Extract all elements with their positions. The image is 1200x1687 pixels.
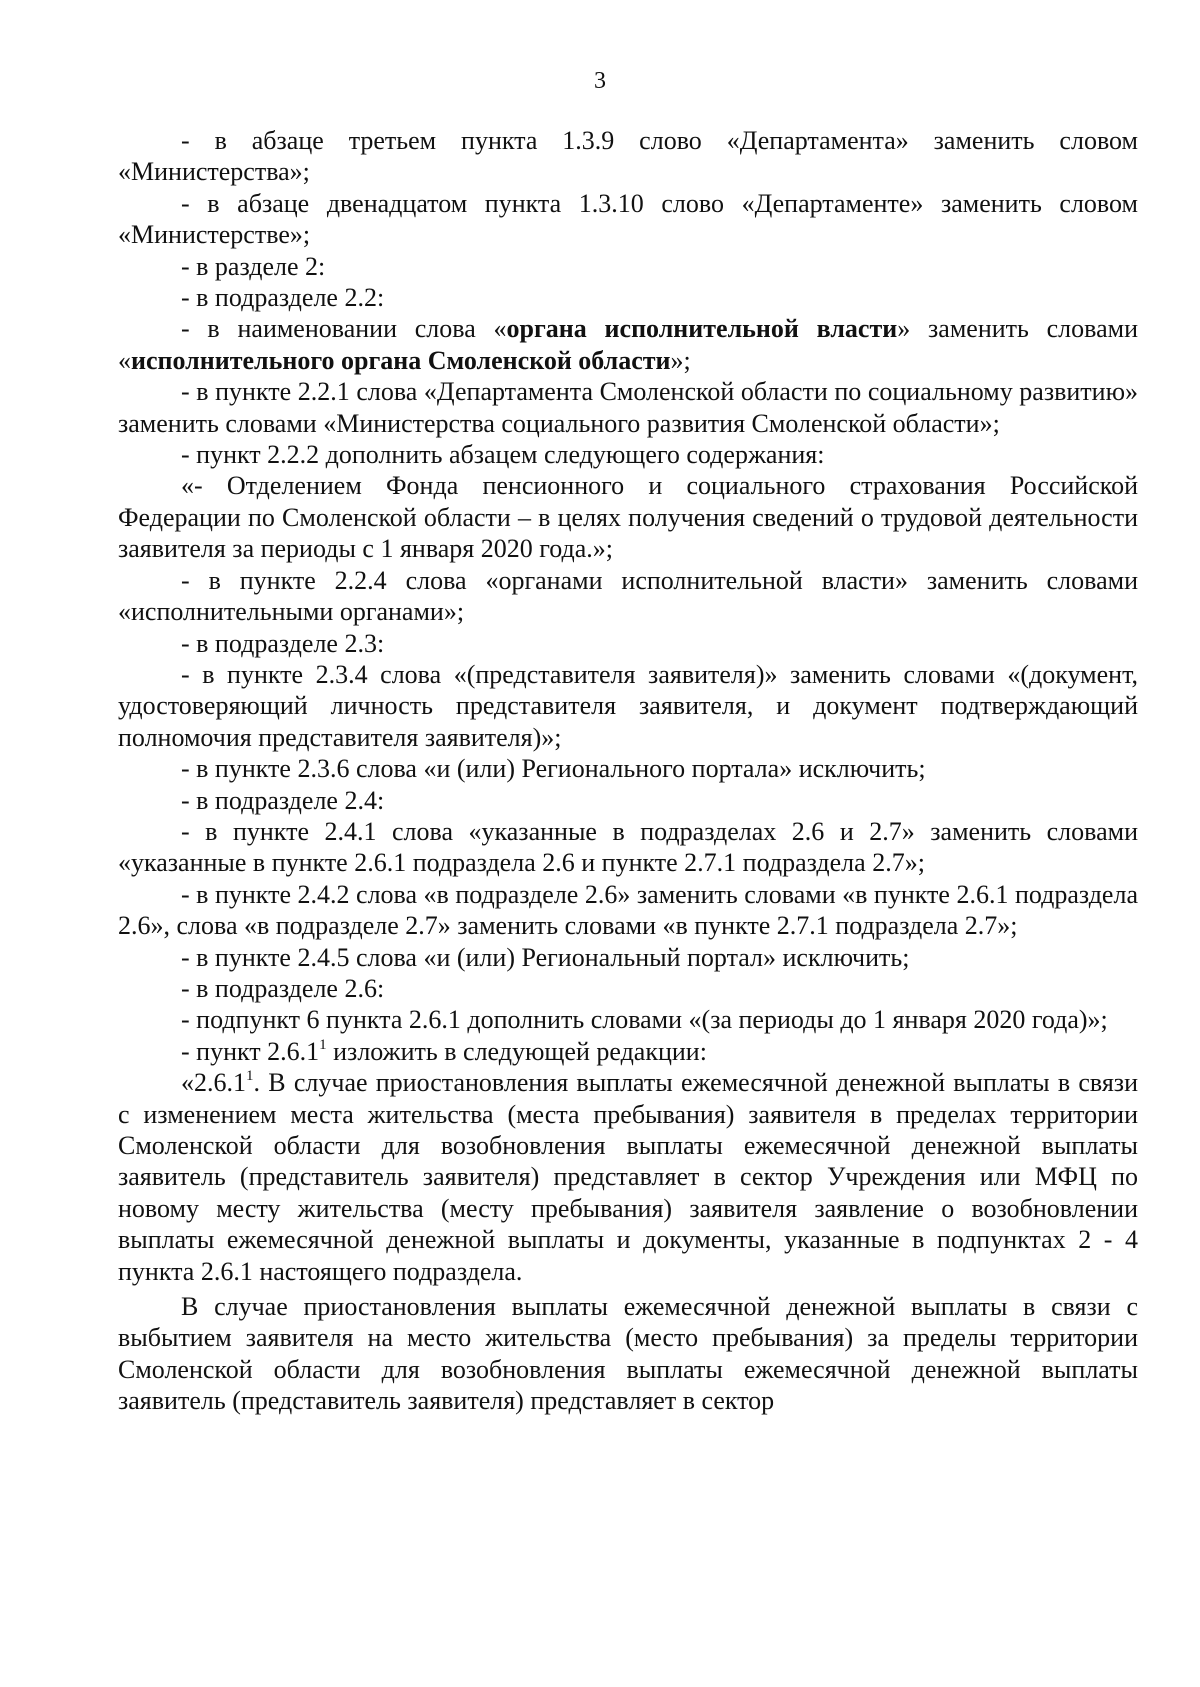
superscript: 1 (246, 1068, 254, 1085)
amendment-paragraph: - подпункт 6 пункта 2.6.1 дополнить словами «(за периоды до 1 января 2020 года)»; (181, 1005, 1108, 1035)
amendment-paragraph: «- Отделением Фонда пенсионного и социального страхования Российской Федерации по Смоленской области – в целях получения сведений о трудовой деятельности заявителя за периоды с 1 января 2020 года.»; (118, 471, 1138, 564)
amendment-paragraph: - в подразделе 2.6: (181, 973, 385, 1003)
amendment-paragraph (118, 1036, 1138, 1067)
bold-text: органа исполнительной власти (506, 314, 898, 344)
text-run: - в наименовании слова « (181, 314, 507, 344)
superscript: 1 (319, 1036, 327, 1053)
bold-text: исполнительного органа Смоленской области (131, 345, 671, 375)
amendment-paragraph: - в подразделе 2.2: (181, 283, 385, 313)
new-clause-paragraph (118, 1067, 1138, 1287)
amendment-paragraph (118, 313, 1138, 376)
amendment-paragraph: - в подразделе 2.4: (181, 785, 385, 815)
amendment-paragraph: - в пункте 2.2.4 слова «органами исполнительной власти» заменить словами «исполнительными органами»; (118, 565, 1138, 627)
amendment-paragraph: - в подразделе 2.3: (181, 628, 385, 658)
text-run: изложить в следующей редакции: (326, 1036, 707, 1066)
amendment-paragraph: - в пункте 2.2.1 слова «Департамента Смоленской области по социальному развитию» заменить словами «Министерства социального развития Смоленской области»; (118, 377, 1138, 438)
new-clause-paragraph: В случае приостановления выплаты ежемесячной денежной выплаты в связи с выбытием заявителя на место жительства (место пребывания) за пределы территории Смоленской области для возобновления выплаты ежемесячной денежной выплаты заявитель (представитель заявителя) представляет в сектор (118, 1292, 1138, 1416)
amendment-paragraph: - пункт 2.2.2 дополнить абзацем следующего содержания: (181, 440, 825, 470)
amendment-paragraph: - в пункте 2.3.4 слова «(представителя заявителя)» заменить словами «(документ, удостоверяющий личность представителя заявителя, и документ подтверждающий полномочия представителя заявителя)»; (118, 659, 1138, 752)
amendment-paragraph: - в абзаце двенадцатом пункта 1.3.10 слово «Департаменте» заменить словом «Министерстве»; (118, 188, 1138, 250)
text-run: - пункт 2.6.1 (181, 1036, 320, 1066)
amendment-paragraph: - в абзаце третьем пункта 1.3.9 слово «Департамента» заменить словом «Министерства»; (118, 126, 1138, 187)
text-run: »; (670, 345, 691, 375)
amendment-paragraph: - в пункте 2.4.5 слова «и (или) Региональный портал» исключить; (181, 942, 910, 972)
page-number: 3 (594, 68, 606, 94)
amendment-paragraph: - в пункте 2.4.2 слова «в подразделе 2.6» заменить словами «в пункте 2.6.1 подраздела 2.6», слова «в подразделе 2.7» заменить словами «в пункте 2.7.1 подраздела 2.7»; (118, 879, 1138, 941)
text-run: . В случае приостановления выплаты ежемесячной денежной выплаты в связи с изменением места жительства (места пребывания) заявителя в пределах территории Смоленской области для возобновления выплаты ежемесячной денежной выплаты заявитель (представитель заявителя) представляет в сектор Учреждения или МФЦ по новому месту жительства (месту пребывания) заявителя заявление о возобновлении выплаты ежемесячной денежной выплаты и документы, указанные в подпунктах 2 - 4 пункта 2.6.1 настоящего подраздела. (118, 1068, 1138, 1286)
text-run: » заменить словами « (118, 314, 1138, 375)
amendment-paragraph: - в разделе 2: (181, 251, 326, 281)
amendment-paragraph: - в пункте 2.3.6 слова «и (или) Регионального портала» исключить; (181, 754, 926, 784)
document-body (118, 125, 1138, 1417)
amendment-paragraph: - в пункте 2.4.1 слова «указанные в подразделах 2.6 и 2.7» заменить словами «указанные в пункте 2.6.1 подраздела 2.6 и пункте 2.7.1 подраздела 2.7»; (118, 816, 1138, 878)
text-run: «2.6.1 (181, 1068, 246, 1098)
